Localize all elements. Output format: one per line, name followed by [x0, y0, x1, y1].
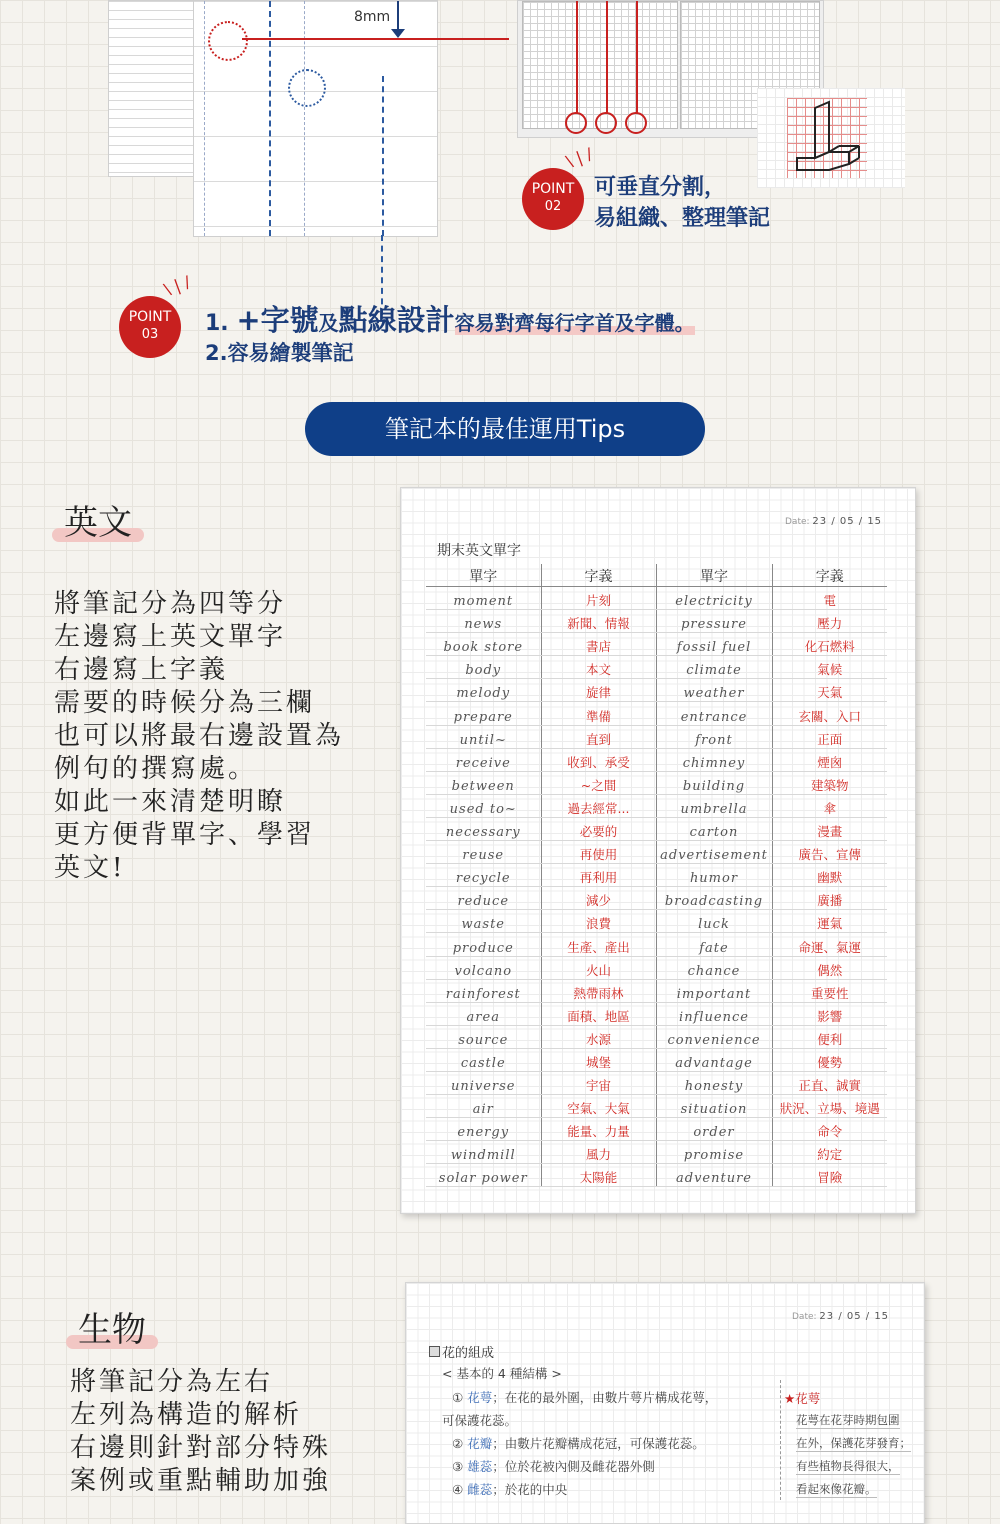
word-cell: volcano — [426, 956, 541, 979]
date-label: Date: — [792, 1312, 817, 1322]
point-badge-03 — [119, 296, 181, 358]
table-row — [426, 633, 887, 656]
meaning-cell: 命運、氣運 — [772, 933, 887, 956]
item-key: 雌蕊 — [467, 1482, 493, 1497]
item-key: 花萼 — [467, 1390, 493, 1405]
biology-description-line: 右邊則針對部分特殊 — [70, 1433, 332, 1463]
red-ring-icon — [565, 112, 587, 134]
meaning-cell: 命令 — [772, 1118, 887, 1141]
word-cell: umbrella — [656, 794, 772, 817]
meaning-cell: 旋律 — [541, 679, 656, 702]
table-row — [426, 1025, 887, 1048]
meaning-cell: 優勢 — [772, 1048, 887, 1071]
biology-description-line: 案例或重點輔助加強 — [70, 1466, 332, 1496]
point02-line2: 易組織、整理筆記 — [594, 206, 771, 231]
red-divider — [606, 1, 608, 113]
table-row — [426, 841, 887, 864]
notebook-heading: 期末英文單字 — [437, 543, 521, 559]
bio-side-line: 看起來像花瓣。 — [796, 1482, 877, 1496]
dashed-guide — [269, 1, 271, 236]
word-cell: until~ — [426, 725, 541, 748]
point-badge-word: POINT — [531, 181, 575, 197]
red-guide-line — [242, 38, 509, 40]
word-cell: body — [426, 656, 541, 679]
red-dotted-circle — [208, 21, 248, 61]
table-row — [426, 887, 887, 910]
table-row — [426, 956, 887, 979]
bio-heading: 花的組成 — [442, 1346, 495, 1361]
word-cell: air — [426, 1095, 541, 1118]
meaning-cell: 水源 — [541, 1025, 656, 1048]
meaning-cell: 空氣、大氣 — [541, 1095, 656, 1118]
english-description-line: 也可以將最右邊設置為 — [54, 721, 345, 751]
meaning-cell: 收到、承受 — [541, 748, 656, 771]
word-cell: convenience — [656, 1025, 772, 1048]
meaning-cell: 減少 — [541, 887, 656, 910]
red-ring-icon — [625, 112, 647, 134]
table-row — [426, 771, 887, 794]
meaning-cell: 片刻 — [541, 587, 656, 610]
bio-side-line: 在外，保護花芽發育； — [796, 1436, 911, 1450]
english-description-line: 例句的撰寫處。 — [54, 754, 258, 784]
meaning-cell: 電 — [772, 587, 887, 610]
word-cell: electricity — [656, 587, 772, 610]
table-row — [426, 656, 887, 679]
meaning-cell: 影響 — [772, 1002, 887, 1025]
table-row — [426, 979, 887, 1002]
table-row — [426, 1118, 887, 1141]
point03-small1: 及 — [318, 311, 339, 335]
word-cell: carton — [656, 817, 772, 840]
english-description-line: 更方便背單字、學習 — [54, 820, 316, 850]
biology-description — [70, 1366, 331, 1498]
english-description-line: 需要的時候分為三欄 — [54, 688, 316, 718]
red-divider — [636, 1, 638, 113]
table-row — [426, 864, 887, 887]
english-description — [54, 588, 344, 885]
meaning-cell: 玄關、入口 — [772, 702, 887, 725]
meaning-cell: ~之間 — [541, 771, 656, 794]
item-key: 花瓣 — [467, 1436, 493, 1451]
red-divider — [576, 1, 578, 113]
meaning-cell: 新聞、情報 — [541, 610, 656, 633]
meaning-cell: 浪費 — [541, 910, 656, 933]
biology-title-text: 生物 — [78, 1310, 146, 1350]
grid-panel-left — [522, 1, 678, 129]
date-label: Date: — [785, 517, 810, 527]
point-badge-word: POINT — [128, 309, 172, 325]
english-title-text: 英文 — [64, 503, 132, 543]
meaning-cell: 準備 — [541, 702, 656, 725]
table-row — [426, 1002, 887, 1025]
meaning-cell: 火山 — [541, 956, 656, 979]
table-row — [426, 794, 887, 817]
meaning-cell: 廣播 — [772, 887, 887, 910]
english-description-line: 右邊寫上字義 — [54, 655, 229, 685]
item-text: ；由數片花瓣構成花冠，可保護花蕊。 — [492, 1436, 705, 1451]
biology-section-title — [78, 1302, 146, 1351]
table-row — [426, 702, 887, 725]
word-cell: situation — [656, 1095, 772, 1118]
bio-item — [452, 1388, 717, 1406]
meaning-cell: 偶然 — [772, 956, 887, 979]
word-cell: rainforest — [426, 979, 541, 1002]
word-cell: advantage — [656, 1048, 772, 1071]
spark-marks-icon: \ | / — [161, 272, 193, 299]
bio-side-title: ★花萼 — [784, 1391, 821, 1406]
meaning-cell: 宇宙 — [541, 1071, 656, 1094]
dotted-grid-sheet — [193, 0, 438, 237]
meaning-cell: 再利用 — [541, 864, 656, 887]
table-row — [426, 910, 887, 933]
word-cell: chimney — [656, 748, 772, 771]
meaning-cell: 書店 — [541, 633, 656, 656]
column-header: 單字 — [656, 564, 772, 587]
meaning-cell: 面積、地區 — [541, 1002, 656, 1025]
word-cell: necessary — [426, 817, 541, 840]
meaning-cell: 傘 — [772, 794, 887, 817]
word-cell: building — [656, 771, 772, 794]
point-badge-02 — [522, 168, 584, 230]
table-row — [426, 610, 887, 633]
meaning-cell: 正面 — [772, 725, 887, 748]
word-cell: entrance — [656, 702, 772, 725]
blue-dotted-circle — [288, 69, 326, 107]
meaning-cell: 冒險 — [772, 1164, 887, 1187]
word-cell: solar power — [426, 1164, 541, 1187]
word-cell: area — [426, 1002, 541, 1025]
word-cell: fossil fuel — [656, 633, 772, 656]
bio-column-divider — [780, 1380, 781, 1500]
word-cell: energy — [426, 1118, 541, 1141]
bio-item — [452, 1457, 655, 1475]
item-text: ；在花的最外圍，由數片萼片構成花萼， — [492, 1390, 718, 1405]
word-cell: humor — [656, 864, 772, 887]
word-cell: between — [426, 771, 541, 794]
word-cell: order — [656, 1118, 772, 1141]
table-row — [426, 1071, 887, 1094]
word-cell: book store — [426, 633, 541, 656]
word-cell: fate — [656, 933, 772, 956]
meaning-cell: 幽默 — [772, 864, 887, 887]
notebook-date — [792, 1311, 889, 1322]
english-description-line: 英文! — [54, 853, 126, 883]
tips-banner-button[interactable]: 筆記本的最佳運用Tips — [305, 402, 705, 456]
column-header: 字義 — [541, 564, 656, 587]
word-cell: source — [426, 1025, 541, 1048]
word-cell: reuse — [426, 841, 541, 864]
meaning-cell: 約定 — [772, 1141, 887, 1164]
point03-rest: 容易對齊每行字首及字體。 — [454, 311, 695, 335]
graph-paper-card — [757, 88, 905, 188]
checkbox-icon — [429, 1346, 440, 1357]
word-cell: reduce — [426, 887, 541, 910]
item-number: ③ — [452, 1459, 464, 1474]
column-header: 字義 — [772, 564, 887, 587]
bio-subheading: < 基本的 4 種結構 > — [442, 1366, 562, 1381]
item-number: ① — [452, 1390, 464, 1405]
english-description-line: 將筆記分為四等分 — [54, 589, 287, 619]
word-cell: windmill — [426, 1141, 541, 1164]
table-row — [426, 817, 887, 840]
table-row — [426, 748, 887, 771]
meaning-cell: 便利 — [772, 1025, 887, 1048]
english-section-title — [64, 495, 132, 544]
meaning-cell: 運氣 — [772, 910, 887, 933]
measure-bar — [397, 1, 399, 31]
word-cell: chance — [656, 956, 772, 979]
word-cell: honesty — [656, 1071, 772, 1094]
table-row — [426, 587, 887, 610]
meaning-cell: 建築物 — [772, 771, 887, 794]
date-value: 23 / 05 / 15 — [819, 1311, 890, 1322]
bio-item — [442, 1411, 517, 1429]
item-number: ② — [452, 1436, 464, 1451]
word-cell: important — [656, 979, 772, 1002]
item-number: ④ — [452, 1482, 464, 1497]
word-cell: climate — [656, 656, 772, 679]
meaning-cell: 能量、力量 — [541, 1118, 656, 1141]
item-text: ；位於花被內側及雌花器外側 — [492, 1459, 655, 1474]
meaning-cell: 生產、產出 — [541, 933, 656, 956]
vocab-table-body — [426, 587, 887, 1187]
table-row — [426, 679, 887, 702]
word-cell: waste — [426, 910, 541, 933]
word-cell: recycle — [426, 864, 541, 887]
red-ring-icon — [595, 112, 617, 134]
meaning-cell: 城堡 — [541, 1048, 656, 1071]
point-badge-number: 02 — [544, 199, 562, 214]
biology-description-line: 將筆記分為左右 — [70, 1367, 274, 1397]
date-value: 23 / 05 / 15 — [812, 516, 883, 527]
dashed-guide — [204, 1, 205, 236]
meaning-cell: 直到 — [541, 725, 656, 748]
meaning-cell: 必要的 — [541, 817, 656, 840]
measure-label: 8mm — [354, 9, 391, 25]
dashed-guide — [382, 76, 384, 236]
point02-line1: 可垂直分割， — [594, 175, 727, 200]
meaning-cell: 廣告、宣傳 — [772, 841, 887, 864]
meaning-cell: 正直、誠實 — [772, 1071, 887, 1094]
meaning-cell: 本文 — [541, 656, 656, 679]
word-cell: promise — [656, 1141, 772, 1164]
biology-description-line: 左列為構造的解析 — [70, 1400, 303, 1430]
meaning-cell: 化石燃料 — [772, 633, 887, 656]
meaning-cell: 煙囪 — [772, 748, 887, 771]
point03-line1 — [205, 298, 695, 339]
word-cell: front — [656, 725, 772, 748]
table-row — [426, 1164, 887, 1187]
notebook-date — [785, 516, 882, 527]
word-cell: broadcasting — [656, 887, 772, 910]
word-cell: advertisement — [656, 841, 772, 864]
word-cell: moment — [426, 587, 541, 610]
meaning-cell: 再使用 — [541, 841, 656, 864]
english-description-line: 左邊寫上英文單字 — [54, 622, 287, 652]
item-text: 可保護花蕊。 — [442, 1413, 518, 1428]
point03-line2: 2.容易繪製筆記 — [205, 341, 354, 365]
item-text: ；於花的中央 — [492, 1482, 568, 1497]
word-cell: used to~ — [426, 794, 541, 817]
table-row — [426, 1048, 887, 1071]
bio-side-line: 有些植物長得很大， — [796, 1459, 900, 1473]
word-cell: pressure — [656, 610, 772, 633]
word-cell: castle — [426, 1048, 541, 1071]
point03-prefix: 1. — [205, 311, 237, 336]
3d-shape-icon — [793, 100, 865, 176]
dashed-guide — [304, 1, 305, 236]
meaning-cell: 熱帶雨林 — [541, 979, 656, 1002]
spark-marks-icon: \ | / — [563, 144, 595, 171]
word-cell: weather — [656, 679, 772, 702]
word-cell: influence — [656, 1002, 772, 1025]
word-cell: receive — [426, 748, 541, 771]
point03-big1: +字號 — [236, 303, 319, 337]
english-description-line: 如此一來清楚明瞭 — [54, 787, 287, 817]
arrow-down-icon — [391, 29, 405, 38]
word-cell: universe — [426, 1071, 541, 1094]
vocab-header-row — [426, 564, 887, 587]
meaning-cell: 重要性 — [772, 979, 887, 1002]
word-cell: prepare — [426, 702, 541, 725]
table-row — [426, 725, 887, 748]
bio-side-line: 花萼在花芽時期包圍 — [796, 1413, 900, 1427]
item-key: 雄蕊 — [467, 1459, 493, 1474]
meaning-cell: 氣候 — [772, 656, 887, 679]
meaning-cell: 風力 — [541, 1141, 656, 1164]
word-cell: news — [426, 610, 541, 633]
column-header: 單字 — [426, 564, 541, 587]
point-badge-number: 03 — [141, 327, 159, 342]
bio-item — [452, 1434, 705, 1452]
word-cell: melody — [426, 679, 541, 702]
meaning-cell: 漫畫 — [772, 817, 887, 840]
meaning-cell: 天氣 — [772, 679, 887, 702]
word-cell: produce — [426, 933, 541, 956]
meaning-cell: 過去經常... — [541, 794, 656, 817]
word-cell: luck — [656, 910, 772, 933]
meaning-cell: 壓力 — [772, 610, 887, 633]
vocab-table — [426, 564, 887, 1187]
table-row — [426, 933, 887, 956]
bio-item — [452, 1480, 567, 1498]
point03-big2: 點線設計 — [338, 303, 455, 337]
lined-sheet-back — [108, 0, 200, 177]
meaning-cell: 狀況、立場、境遇 — [772, 1095, 887, 1118]
table-row — [426, 1095, 887, 1118]
word-cell: adventure — [656, 1164, 772, 1187]
meaning-cell: 太陽能 — [541, 1164, 656, 1187]
table-row — [426, 1141, 887, 1164]
